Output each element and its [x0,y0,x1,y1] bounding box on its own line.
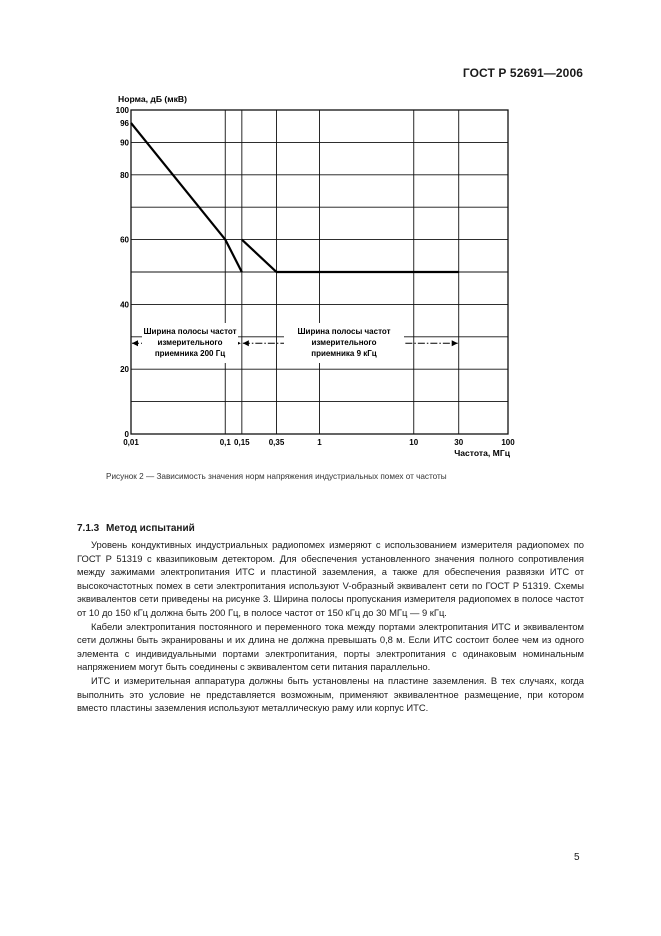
section-title: Метод испытаний [106,523,195,534]
figure-caption: Рисунок 2 — Зависимость значения норм напряжения индустриальных помех от частоты [106,472,447,481]
x-tick-label: 0,15 [234,438,250,447]
page-number: 5 [574,852,580,863]
x-tick-label: 100 [501,438,515,447]
y-tick-label: 100 [115,106,129,115]
bandwidth-annotation-line: Ширина полосы частот [297,327,391,336]
x-tick-label: 10 [409,438,419,447]
y-tick-label: 60 [120,235,129,245]
y-tick-label: 90 [120,138,129,148]
limit-line-2 [242,240,459,272]
standard-header: ГОСТ Р 52691—2006 [462,66,583,80]
paragraph: Уровень кондуктивных индустриальных радиопомех измеряют с использованием измерителя радиопомех по ГОСТ Р 51319 с квазипиковым детектором. Для обеспечения установленного значения полного сопротивления между зажимами электропитания ИТС и пластиной заземления, а также для обеспечения развязки ИТС от высокочастотных помех в сети электропитания используют V-образный эквивалент сети по ГОСТ Р 51319. Схемы эквивалентов сети приведены на рисунке 3. Ширина полосы пропускания измерителя радиопомех в полосе частот от 10 до 150 кГц должна быть 200 Гц, в полосе частот от 150 кГц до 30 МГц — 9 кГц. [77,539,584,618]
arrow-head-icon [243,340,249,346]
x-tick-label: 0,1 [219,438,231,447]
x-tick-label: 30 [454,438,464,447]
paragraph: ИТС и измерительная аппаратура должны быть установлены на пластине заземления. В тех случаях, когда выполнить это условие не представляется возможным, применяют эквивалентное размещение, при котором вместо пластины заземления используют металлическую раму или корпус ИТС. [77,674,584,714]
x-axis-label: Частота, МГц [454,448,510,458]
y-axis-label: Норма, дБ (мкВ) [118,94,187,104]
section-heading [77,523,199,534]
arrow-head-icon [452,340,458,346]
x-tick-label: 1 [317,438,322,447]
x-tick-label: 0,01 [123,438,139,447]
paragraph: Кабели электропитания постоянного и переменного тока между портами электропитания ИТС и эквивалентом сети должны быть экранированы и их длина не должна превышать 0,8 м. Если ИТС состоит более чем из одного элемента с индивидуальными портами электропитания, порты электропитания с одинаковым номинальным напряжением могут быть соединены с эквивалентом сети питания параллельно. [77,620,584,673]
section-number: 7.1.3 [77,523,100,534]
y-tick-label: 96 [120,118,129,128]
x-tick-label: 0,35 [268,438,285,447]
y-tick-label: 0 [124,430,129,439]
y-tick-label: 40 [120,300,129,310]
y-tick-label: 20 [120,365,129,375]
bandwidth-annotation-line: приемника 200 Гц [154,349,226,358]
bandwidth-annotation-line: измерительного [157,338,223,347]
bandwidth-annotation-line: приемника 9 кГц [311,349,377,358]
section-body [77,538,584,715]
arrow-head-icon [132,340,138,346]
bandwidth-annotation-line: Ширина полосы частот [143,327,237,336]
bandwidth-annotation-line: измерительного [311,338,377,347]
y-tick-label: 80 [120,170,129,180]
